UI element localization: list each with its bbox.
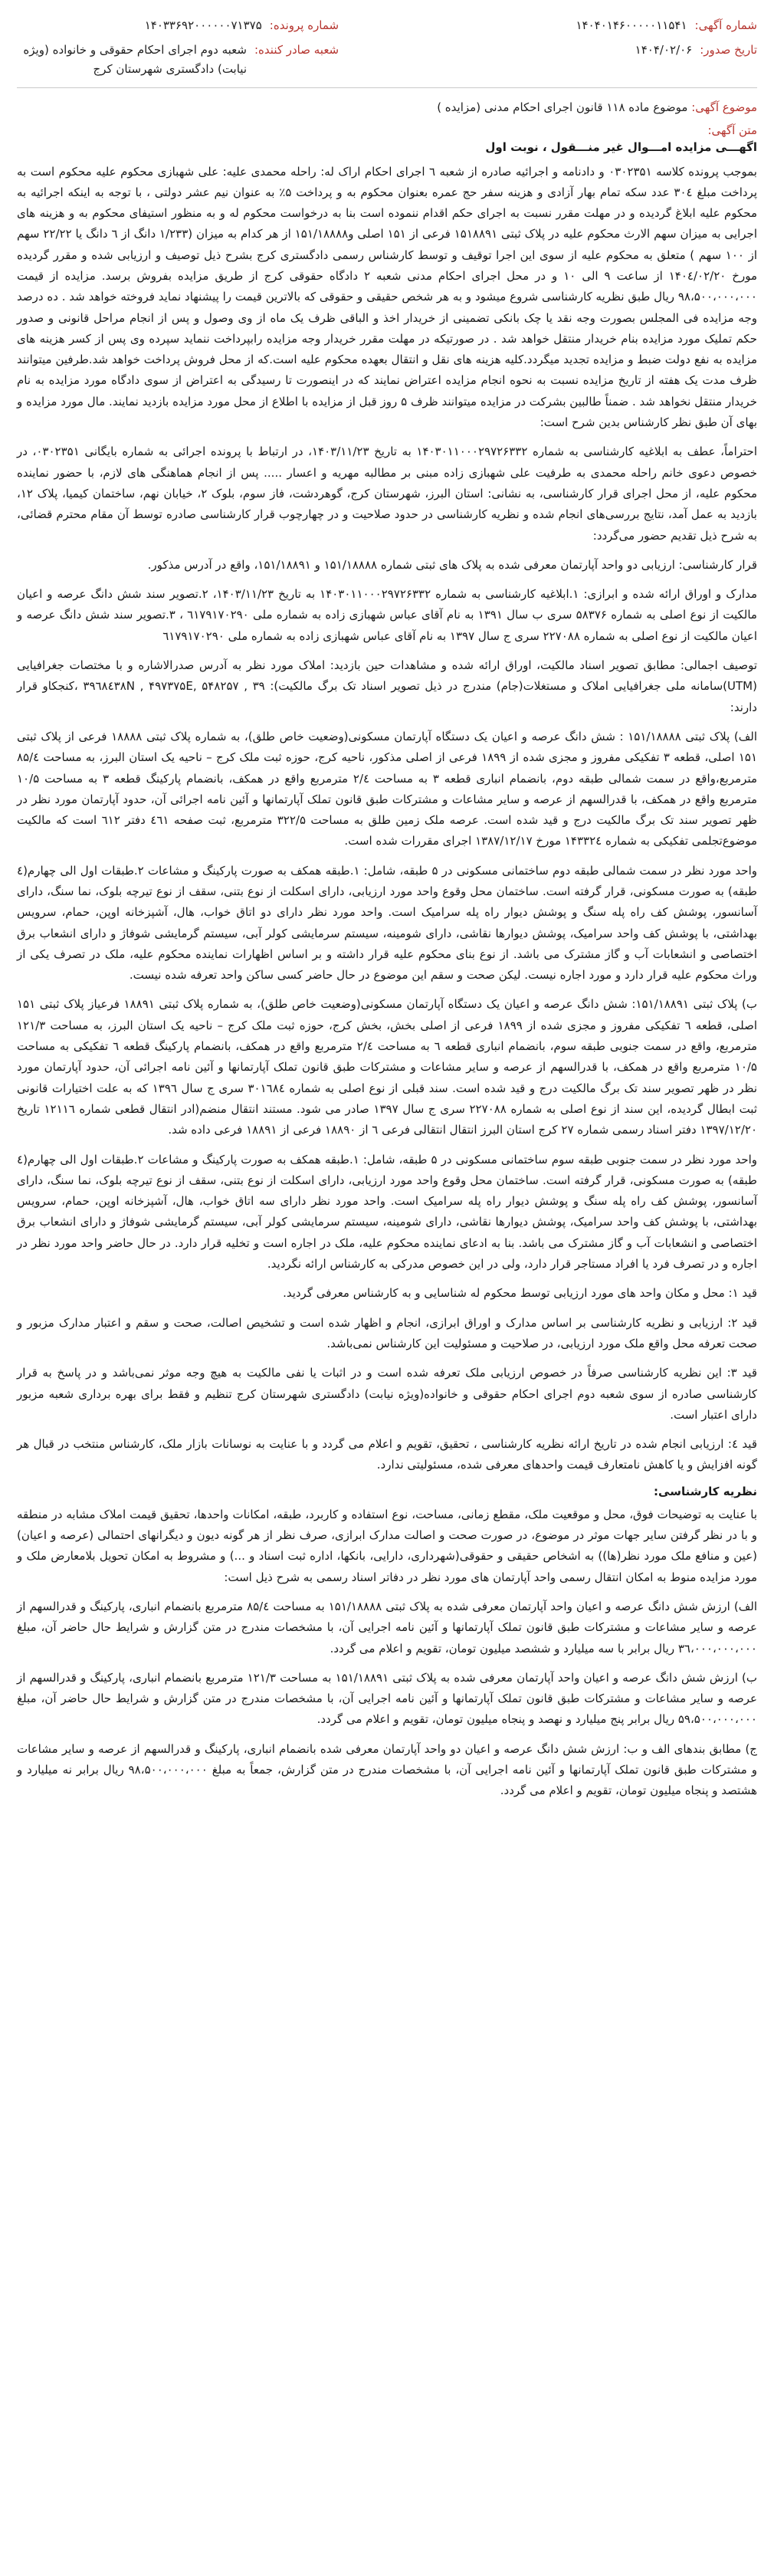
content-label: متن آگهی:	[707, 123, 757, 137]
notice-header	[17, 14, 757, 88]
subject-value: موضوع ماده ۱۱۸ قانون اجرای احکام مدنی (مزایده )	[437, 100, 688, 114]
notice-body	[17, 162, 757, 1802]
paragraph-plot-18888: الف) پلاک ثبتی ۱۵۱/۱۸۸۸۸ : شش دانگ عرصه و اعیان یک دستگاه آپارتمان مسکونی(وضعیت خاص طلق)، به شماره پلاک ثبتی ۱۸۸۸۸ فرعی از پلاک ثبتی ۱۵۱ اصلی، قطعه ۳ تفکیکی مفروز و مجزی شده از ۱۸۹۹ فرعی از اصلی مذکور، ناحیه کرج، حوزه ثبت ملک کرج – ناحیه یک استان البرز، به مساحت ۸۵/٤ مترمربع،واقع در سمت شمالی طبقه دوم، بانضمام انباری قطعه ۳ به مساحت ۲/٤ مترمربع واقع در همکف، بانضمام پارکینگ قطعه ۳ به مساحت ۱۰/۵ مترمربع واقع در همکف، با قدرالسهم از عرصه و سایر مشاعات و مشترکات طبق قانون تملک آپارتمانها و آئین نامه اجرائی آن، حدود آپارتمان مورد نظر در ظهر تصویر سند تک برگ مالکیت درج و قید شده است. عرصه ملک زمین طلق به مساحت ۳۲۲/۵ مترمربع، ثبت صفحه ٤٦۱ دفتر ٦۱۲ است که مالکیت موضوع‌تجلمی تفکیکی به شماره ۱۴۳۳۲٤ مورخ ۱۳۸۷/۱۲/۱۷ اجرای مقررات شده است.	[17, 729, 758, 848]
paragraph-expert-letter: احتراماً، عطف به ابلاغیه کارشناسی به شماره ۱۴۰۳۰۱۱۰۰۰۲۹۷۲۶۳۳۲ به تاریخ ۱۴۰۳/۱۱/۲۳، در ارتباط با پرونده اجرائی به شماره بایگانی ۰۳۰۲۳۵۱، در خصوص دعوی خانم راحله محمدی به طرفیت علی شهبازی زاده مبنی بر مطالبه مهریه و اعسار ..... پس از انجام هماهنگی های لازم، با حضور نماینده محکوم علیه، از محل اجرای قرار کارشناسی، به نشانی: استان البرز، شهرستان کرج، گوهردشت، فاز سوم، بلوک ۲، خیابان نهم، ساختمان کیمیا، پلاک ۱۲، بازدید به عمل آمد، نتایج بررسی‌های انجام شده و نظریه کارشناسی در حدود صلاحیت و در چهارچوب قرار کارشناسی صادره توسط آن مقام محترم قضائی، به شرح ذیل تقدیم حضور می‌گردد:	[17, 445, 757, 543]
paragraph-brief-description: توصیف اجمالی: مطابق تصویر اسناد مالکیت، اوراق ارائه شده و مشاهدات حین بازدید: املاک مورد نظر به آدرس صدرالاشاره و با مختصات جغرافیایی (UTM)سامانه ملی جغرافیایی املاک و مستغلات(جام) مندرج در ذیل تصویر اسناد تک برگ مالکیت): ۳۹ , ۵۴۸۲۵۷ ,۳۹٦۸٤۳٨N , ۴۹۷۳۷۵E ،کنجکاو قرار دارند:	[17, 658, 757, 714]
paragraph-note-1: قید ۱: محل و مکان واحد های مورد ارزیابی توسط محکوم له شناسایی و به کارشناس معرفی گردید.	[283, 1286, 757, 1301]
paragraph-unit-18891-details: واحد مورد نظر در سمت جنوبی طبقه سوم ساختمانی مسکونی در ۵ طبقه، شامل: ۱.طبقه همکف به صورت پارکینگ و مشاعات ۲.طبقات اول الی چهارم(٤ طبقه) به صورت مسکونی، قرار گرفته است. ساختمان محل وقوع واحد مورد ارزیابی، دارای اسکلت از نوع بتنی، سقف از نوع تیرچه بلوک، نما سنگ، دارای آسانسور، پوشش کف راه پله سنگ و پوشش دیوار راه پله سرامیک است. واحد مورد نظر دارای سه اتاق خواب، هال، آشپزخانه اوپن، حمام، سرویس بهداشتی، با پوشش کف واحد سرامیک، پوشش دیوارها نقاشی، دارای شومینه، سیستم سرمایشی کولر آبی، سیستم گرمایشی شوفاژ و دارای انشعاب برق اختصاصی و انشعابات آب و گاز مشترک می باشد. بنا به ادعای نماینده محکوم علیه، ملک در اجاره است و تخلیه قرار دارد. در حال حاضر واحد مورد نظر در اجاره و در تصرف فرد یا افراد مستاجر قرار دارد، ولی در این خصوص مدرکی به کارشناس ارائه نگردید.	[17, 1152, 758, 1272]
issuer-row	[17, 38, 339, 80]
paragraph-valuation-b: ب) ارزش شش دانگ عرصه و اعیان واحد آپارتمان معرفی شده به پلاک ثبتی ۱۵۱/۱۸۸۹۱ به مساحت ۱۲۱/۳ مترمربع بانضمام انباری، پارکینگ و قدرالسهم از عرصه و سایر مشاعات و مشترکات طبق قانون تملک آپارتمانها و آئین نامه اجرایی آن، با مشخصات مندرج در متن گزارش و شرایط حال حاضر آن، مبلغ ۵۹،۵۰۰،۰۰۰،۰۰۰ ریال برابر پنج میلیارد و نهصد و پنجاه میلیون تومان، تقویم و اعلام می گردد.	[17, 1670, 757, 1727]
subject-label: موضوع آگهی:	[691, 100, 757, 114]
notice-title: اگهـــی مزایده امـــوال غیر منـــقول ، نوبت اول	[485, 139, 757, 154]
header-right-column	[576, 14, 758, 62]
file-number-value: ۱۴۰۳۳۶۹۲۰۰۰۰۰۰۷۱۳۷۵	[144, 18, 262, 32]
paragraph-valuation-a: الف) ارزش شش دانگ عرصه و اعیان واحد آپارتمان معرفی شده به پلاک ثبتی ۱۵۱/۱۸۸۸۸ به مساحت ۸۵/٤ مترمربع بانضمام انباری، پارکینگ و قدرالسهم از عرصه و سایر مشاعات و مشترکات طبق قانون تملک آپارتمانها و آئین نامه اجرایی آن، با مشخصات مندرج در متن گزارش و شرایط حال حاضر آن، مبلغ ۳٦،۰۰۰،۰۰۰،۰۰۰ ریال برابر با سه میلیارد و ششصد میلیون تومان، تقویم و اعلام می گردد.	[17, 1599, 757, 1656]
paragraph-auction-intro: بموجب پرونده کلاسه ۰۳۰۲۳۵۱ و دادنامه و اجرائیه صادره از شعبه ٦ اجرای احکام اراک له: راحله محمدی علیه: علی شهبازی محکوم علیه محکوم است به پرداخت مبلغ ۳۰٤ عدد سکه تمام بهار آزادی و هزینه سفر حج عمره بعنوان محکوم به و پرداخت ۵٪ به عنوان نیم عشر دولتی ، با توجه به اینکه اجرائیه به محکوم علیه ابلاغ گردیده و در مهلت مقرر نسبت به اجرای حکم اقدام ننموده است بنا به درخواست محکوم له و به منظور استیفای محکوم به و هزینه های اجرایی به میزان سهم الارث محکوم علیه در پلاک ثبتی ۱۵۱۸۸۹۱ فرعی از ۱۵۱ اصلی و۱۵۱/۱۸۸۸۸ از هر کدام به میزان (۱/۲۳۳ دانگ از ٦ دانگ یا ۲۲/۲۲ سهم از ۱۰۰ سهم ) متعلق به محکوم علیه از سوی این اجرا توقیف و توسط کارشناس رسمی دادگستری کرج بشرح ذیل توصیف و ارزیابی شده و مقرر گردیده مورخ ۱۴۰٤/۰۲/۲۰ از ساعت ۹ الی ۱۰ و در محل اجرای احکام مدنی شعبه ۲ دادگاه حقوقی کرج از طریق مزایده بفروش برسد. مزایده از قیمت ۹۸،۵۰۰،۰۰۰،۰۰۰ ریال طبق نظریه کارشناسی شروع میشود و به هر شخص حقیقی و حقوقی که بالاترین قیمت را پیشنهاد نماید فروخته خواهد شد . ده درصد وجه مزایده فی المجلس بصورت وجه نقد یا چک بانکی تضمینی از خریدار اخذ و الباقی ظرف یک ماه از وی وصول و پس از انجام مراحل قانونی و صدور حکم تملیک مورد مزایده بنام خریدار منتقل خواهد شد . در صورتیکه در مهلت مقرر خریدار وجه مزایده رابپرداخت ننماید سپرده وی پس از کسر هزینه های مزایده به نفع دولت ضبط و مزایده تجدید میگردد.کلیه هزینه های نقل و انتقال بعهده محکوم علیه است.که از محل فروش پرداخت خواهد شد.طرفین میتوانند ظرف مدت یک هفته از تاریخ مزایده نسبت به نحوه انجام مزایده اعتراض نمایند که در اینصورت تا رسیدگی به اعتراض از سوی دادگاه مورد مزایده به نام خریدار منتقل نخواهد شد . ضمناً طالبین بشرکت در مزایده میتوانند ظرف ۵ روز قبل از مزایده با اطلاع از محل مورد مزایده بازدید نمایند. مال مورد مزایده و بهای آن طبق نظر کارشناس بدین شرح است:	[17, 164, 757, 430]
paragraph-valuation-total: ج) مطابق بندهای الف و ب: ارزش شش دانگ عرصه و اعیان دو واحد آپارتمان معرفی شده بانضمام انباری، پارکینگ و قدرالسهم از عرصه و سایر مشاعات و مشترکات طبق قانون تملک آپارتمانها و آئین نامه اجرایی آن، با مشخصات مندرج در متن گزارش، جمعاً به مبلغ ۹۸،۵۰۰،۰۰۰،۰۰۰ ریال برابر نه میلیارد و هشتصد و پنجاه میلیون تومان، تقویم و اعلام می گردد.	[17, 1741, 758, 1798]
paragraph-note-4: قید ٤: ارزیابی انجام شده در تاریخ ارائه نظریه کارشناسی ، تحقیق، تقویم و اعلام می گردد و با عنایت به نوسانات بازار ملک، کارشناس منتخب در قبال هر گونه افزایش و یا کاهش نامتعارف قیمت واحدهای معرفی شده، مسئولیتی ندارد.	[17, 1437, 758, 1472]
header-left-column	[17, 14, 339, 80]
ad-number-value: ۱۴۰۴۰۱۴۶۰۰۰۰۰۱۱۵۴۱	[576, 18, 687, 32]
paragraph-note-2: قید ۲: ارزیابی و نظریه کارشناسی بر اساس مدارک و اوراق ابرازی، انجام و اظهار شده است و تشخیص اصالت، صحت و سقم و اعتبار مدارک مزبور و صحت تعرفه محل واقع ملک مورد ارزیابی، در صلاحیت و مسئولیت این کارشناس نمی‌باشد.	[17, 1315, 757, 1350]
file-number-label: شماره پرونده:	[269, 18, 339, 32]
issuer-value: شعبه دوم اجرای احکام حقوقی و خانواده (ویژه نیابت) دادگستری شهرستان کرج	[23, 42, 247, 76]
paragraph-note-3: قید ۳: این نظریه کارشناسی صرفاً در خصوص ارزیابی ملک تعرفه شده است و در اثبات یا نفی مالکیت به هیچ وجه موثر نمی‌باشد و در پاسخ به قرار کارشناسی صادره از سوی شعبه دوم اجرای احکام حقوقی و خانواده(ویژه نیابت) دادگستری شهرستان کرج تنظیم و فقط برای بهره برداری شعبه مزبور دارای اعتبار است.	[17, 1366, 757, 1422]
ad-number-label: شماره آگهی:	[694, 18, 757, 32]
paragraph-expert-order: قرار کارشناسی: ارزیابی دو واحد آپارتمان معرفی شده به پلاک های ثبتی شماره ۱۵۱/۱۸۸۸۸ و ۱۵۱/۱۸۸۹۱، واقع در آدرس مذکور.	[147, 557, 757, 572]
paragraph-expert-basis: با عنایت به توضیحات فوق، محل و موقعیت ملک، مقطع زمانی، مساحت، نوع استفاده و کاربرد، طبقه، امکانات واحدها، تحقیق قیمت املاک مشابه در منطقه و با در نظر گرفتن سایر جهات موثر در موضوع، در صورت صحت و اصالت مدارک ابرازی، صرف نظر از هر گونه دیون و دیگرانهای احتمالی (عرصه و اعیان)(عین و منافع ملک مورد نظر(ها)) به اشخاص حقیقی و حقوقی(شهرداری، دارایی، بانکها، اداره ثبت اسناد و ...) و مشروط به امکان تحویل بلامعارض ملک و مورد مزایده منوط به امکان انتقال رسمی واحد آپارتمان های مورد نظر در دفاتر اسناد رسمی به شرح ذیل است:	[17, 1507, 757, 1584]
issue-date-value: ۱۴۰۴/۰۲/۰۶	[635, 42, 693, 57]
paragraph-unit-18888-details: واحد مورد نظر در سمت شمالی طبقه دوم ساختمانی مسکونی در ۵ طبقه، شامل: ۱.طبقه همکف به صورت پارکینگ و مشاعات ۲.طبقات اول الی چهارم(٤ طبقه) به صورت مسکونی، قرار گرفته است. ساختمان محل وقوع واحد مورد ارزیابی، دارای اسکلت از نوع بتنی، سقف از نوع تیرچه بلوک، نما سنگ، دارای آسانسور، پوشش کف راه پله سنگ و پوشش دیوار راه پله سرامیک است. واحد مورد نظر دارای دو اتاق خواب، هال، آشپزخانه اوپن، حمام، سرویس بهداشتی، با پوشش کف واحد سرامیک، پوشش دیوارها نقاشی، دارای شومینه، سیستم سرمایشی کولر آبی، سیستم گرمایشی شوفاژ و دارای انشعاب برق اختصاصی و انشعابات آب و گاز مشترک می باشد. از نوع بنای محکوم علیه قرار داشته و بر اساس اظهارات نماینده محکوم علیه، ملک در تصرف یکی از وراث محکوم علیه قرار دارد و مورد اجاره نیست. لیکن صحت و سقم این موضوع در حال حاضر کسی ساکن واحد تعرفه شده نیست.	[17, 863, 757, 983]
ad-number-row	[576, 14, 758, 38]
paragraph-plot-18891: ب) پلاک ثبتی ۱۵۱/۱۸۸۹۱: شش دانگ عرصه و اعیان یک دستگاه آپارتمان مسکونی(وضعیت خاص طلق)، به شماره پلاک ثبتی ۱۸۸۹۱ فرعیاز پلاک ثبتی ۱۵۱ اصلی، قطعه ٦ تفکیکی مفروز و مجزی شده از ۱۸۹۹ فرعی از اصلی بخش، بخش کرج، حوزه ثبت ملک کرج – ناحیه یک استان البرز، به مساحت ۱۲۱/۳ مترمربع، واقع در سمت جنوبی طبقه سوم، بانضمام انباری قطعه ٦ به مساحت ۲/٤ مترمربع واقع در همکف، بانضمام پارکینگ قطعه ٦ تفکیکی به مساحت ۱۰/۵ مترمربع واقع در همکف، با قدرالسهم از عرصه و سایر مشاعات و مشترکات طبق قانون تملک آپارتمانها و آئین نامه اجرائی آن، حدود آپارتمان مورد نظر در ظهر تصویر سند تک برگ مالکیت درج و قید شده است. سند قبلی از نوع اصلی به شماره ۳۰۱٦۸٤ سری ج سال ۱۳۹٦ که به علت اختیارات قانونی ثبت ابطال گردیده، این سند از نوع اصلی به شماره ۲۲۷۰۸۸ سری ج سال ۱۳۹۷ صادر می شود. مستند انتقال منضم(ادر انتقال قطعی شماره ۱۲۱۱٦ تاریخ ۱۳۹۷/۱۲/۲۰ دفتر اسناد رسمی شماره ۲۷ کرج استان البرز انتقال انتقالی فرعی ٦ از ۱۸۸۹۰ فرعی از ۱۸۸۹۱ فرعی داده شد.	[17, 997, 758, 1137]
issue-date-label: تاریخ صدور:	[700, 42, 757, 57]
notice-subject	[17, 100, 757, 114]
issuer-label: شعبه صادر کننده:	[254, 42, 339, 57]
paragraph-documents: مدارک و اوراق ارائه شده و ابرازی: ۱.ابلاغیه کارشناسی به شماره ۱۴۰۳۰۱۱۰۰۰۲۹۷۲۶۳۳۲ به تاریخ ۱۴۰۳/۱۱/۲۳، ۲.تصویر سند شش دانگ عرصه و اعیان مالکیت از نوع اصلی به شماره ۵۸۳۷۶ سری ب سال ۱۳۹۱ به نام آقای عباس شهبازی زاده به شماره ملی ٦۱۷۹۱۷۰۲۹۰ ، ۳.تصویر سند شش دانگ عرصه و اعیان مالکیت از نوع اصلی به شماره ۲۲۷۰۸۸ سری ج سال ۱۳۹۷ به نام آقای عباس شهبازی زاده به شماره ملی ٦۱۷۹۱۷۰۲۹۰	[17, 587, 757, 643]
file-number-row	[17, 14, 339, 38]
issue-date-row	[576, 38, 758, 63]
expert-opinion-title: نظریه کارشناسی:	[654, 1484, 757, 1498]
